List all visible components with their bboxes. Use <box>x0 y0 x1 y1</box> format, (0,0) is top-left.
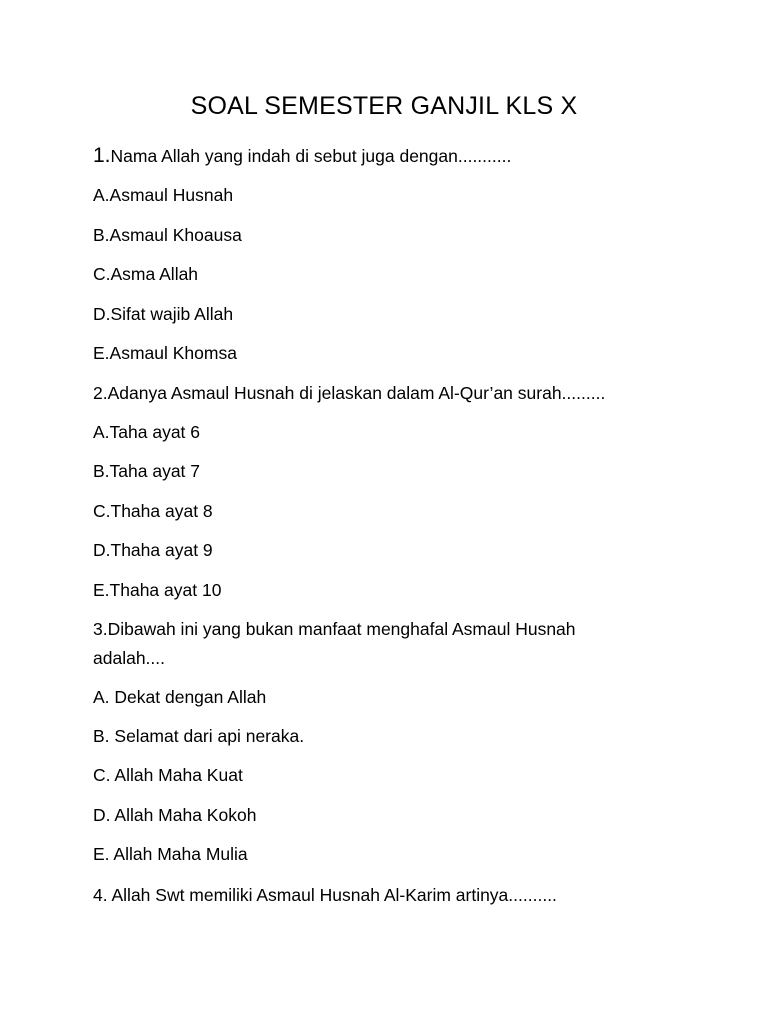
question-2-option-b: B.Taha ayat 7 <box>93 461 201 481</box>
question-1-option-c: C.Asma Allah <box>93 264 199 284</box>
question-1-option-a: A.Asmaul Husnah <box>93 185 234 205</box>
question-1-number: 1. <box>93 144 111 167</box>
question-3-option-b: B. Selamat dari api neraka. <box>93 726 305 746</box>
question-3-option-a: A. Dekat dengan Allah <box>93 687 267 707</box>
question-4-text: 4. Allah Swt memiliki Asmaul Husnah Al-Karim artinya.......... <box>93 885 557 905</box>
question-2-option-d: D.Thaha ayat 9 <box>93 540 213 560</box>
question-1-option-e: E.Asmaul Khomsa <box>93 343 237 363</box>
question-1-option-d: D.Sifat wajib Allah <box>93 304 234 324</box>
question-1-text: Nama Allah yang indah di sebut juga dengan........... <box>110 146 512 166</box>
question-2-option-e: E.Thaha ayat 10 <box>93 580 222 600</box>
question-2-option-a: A.Taha ayat 6 <box>93 422 201 442</box>
question-3-option-e: E. Allah Maha Mulia <box>93 844 248 864</box>
question-3-text-line-1: 3.Dibawah ini yang bukan manfaat menghafal Asmaul Husnah <box>93 619 576 639</box>
page-title: SOAL SEMESTER GANJIL KLS X <box>190 92 578 120</box>
question-3-option-c: C. Allah Maha Kuat <box>93 765 243 785</box>
question-1-option-b: B.Asmaul Khoausa <box>93 225 242 245</box>
question-2-text: 2.Adanya Asmaul Husnah di jelaskan dalam Al-Qur’an surah......... <box>93 383 606 403</box>
question-3-option-d: D. Allah Maha Kokoh <box>93 805 257 825</box>
question-3-text-line-2: adalah.... <box>93 648 165 668</box>
question-2-option-c: C.Thaha ayat 8 <box>93 501 213 521</box>
question-1 <box>93 141 693 171</box>
